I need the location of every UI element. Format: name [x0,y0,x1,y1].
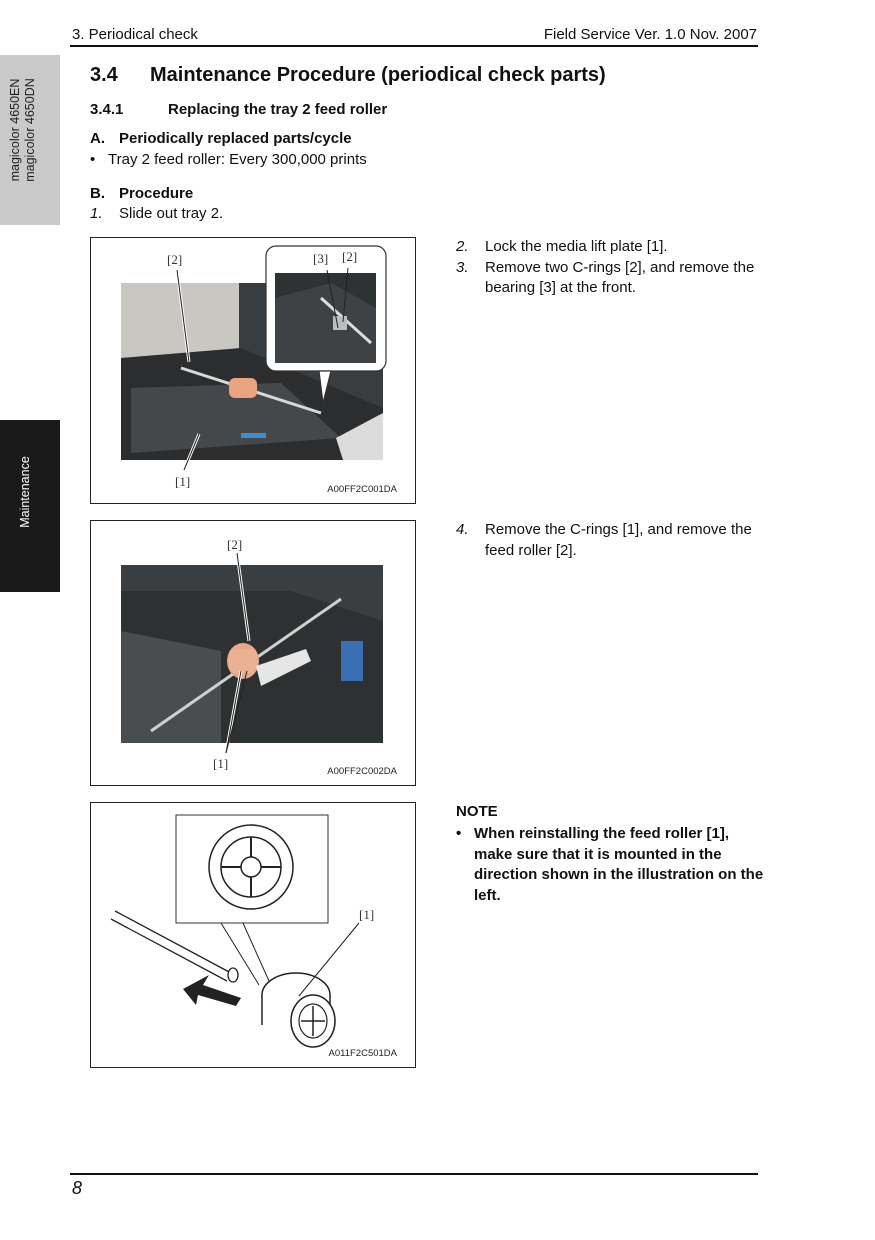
subsection-title: Replacing the tray 2 feed roller [168,101,388,118]
figure-3 [90,802,416,1068]
header-chapter: 3. Periodical check [72,26,198,43]
header-version: Field Service Ver. 1.0 Nov. 2007 [543,26,757,43]
step-4-number: 4. [456,521,469,538]
step-1 [90,205,223,222]
side-tab-model [0,55,60,225]
figure-3-illustration [91,803,415,1067]
step-2-number: 2. [456,238,469,255]
part-a-item [90,151,367,168]
step-3 [456,258,766,299]
model-line-2: magicolor 4650DN [23,78,37,182]
steps-group-1 [456,237,766,299]
step-3-text: Remove two C-rings [2], and remove the bearing [3] at the front. [485,258,755,296]
figure-1 [90,237,416,504]
figure-2-illustration [91,521,415,785]
figure-2-callout-2: [2] [227,537,243,552]
figure-2-code: A00FF2C002DA [327,766,397,777]
figure-1-code: A00FF2C001DA [327,484,397,495]
step-4 [456,520,766,561]
figure-1-callout-3: [3] [313,251,329,266]
part-b-title: Procedure [119,185,194,202]
note-body [456,824,766,906]
header-rule [70,45,758,47]
side-tab-chapter [0,420,60,592]
part-b-label: B. [90,185,105,202]
section-heading [90,64,606,87]
step-3-number: 3. [456,258,469,276]
figure-1-callout-2b: [2] [342,249,358,264]
footer-rule [70,1173,758,1175]
subsection-number: 3.4.1 [90,101,124,118]
figure-2 [90,520,416,786]
step-2-text: Lock the media lift plate [1]. [485,238,668,255]
part-a-label: A. [90,130,105,147]
page-number: 8 [72,1178,83,1198]
figure-3-code: A011F2C501DA [328,1048,397,1059]
step-1-text: Slide out tray 2. [119,205,224,222]
subsection-heading [90,101,387,118]
figure-1-illustration [91,238,415,503]
part-a-heading [90,130,352,147]
step-4-text: Remove the C-rings [1], and remove the feed roller [2]. [485,521,752,559]
part-a-title: Periodically replaced parts/cycle [119,130,352,147]
note-heading: NOTE [456,803,498,820]
note-text: When reinstalling the feed roller [1], make sure that it is mounted in the direction shown in the illustration on the left. [474,825,764,904]
figure-1-callout-1: [1] [175,474,191,489]
section-number: 3.4 [90,64,118,86]
figure-3-callout-1: [1] [359,907,375,922]
side-tab-model-text [8,55,52,205]
figure-2-callout-1: [1] [213,756,229,771]
step-1-number: 1. [90,205,103,222]
figure-1-callout-2: [2] [167,252,183,267]
note-bullet: • [456,825,462,842]
step-2 [456,237,766,258]
part-a-item-text: Tray 2 feed roller: Every 300,000 prints [108,151,367,168]
side-tab-chapter-text: Maintenance [18,456,32,528]
model-line-1: magicolor 4650EN [8,78,22,182]
bullet: • [90,151,96,168]
section-title: Maintenance Procedure (periodical check parts) [150,64,606,86]
part-b-heading [90,185,193,202]
steps-group-2 [456,520,766,561]
